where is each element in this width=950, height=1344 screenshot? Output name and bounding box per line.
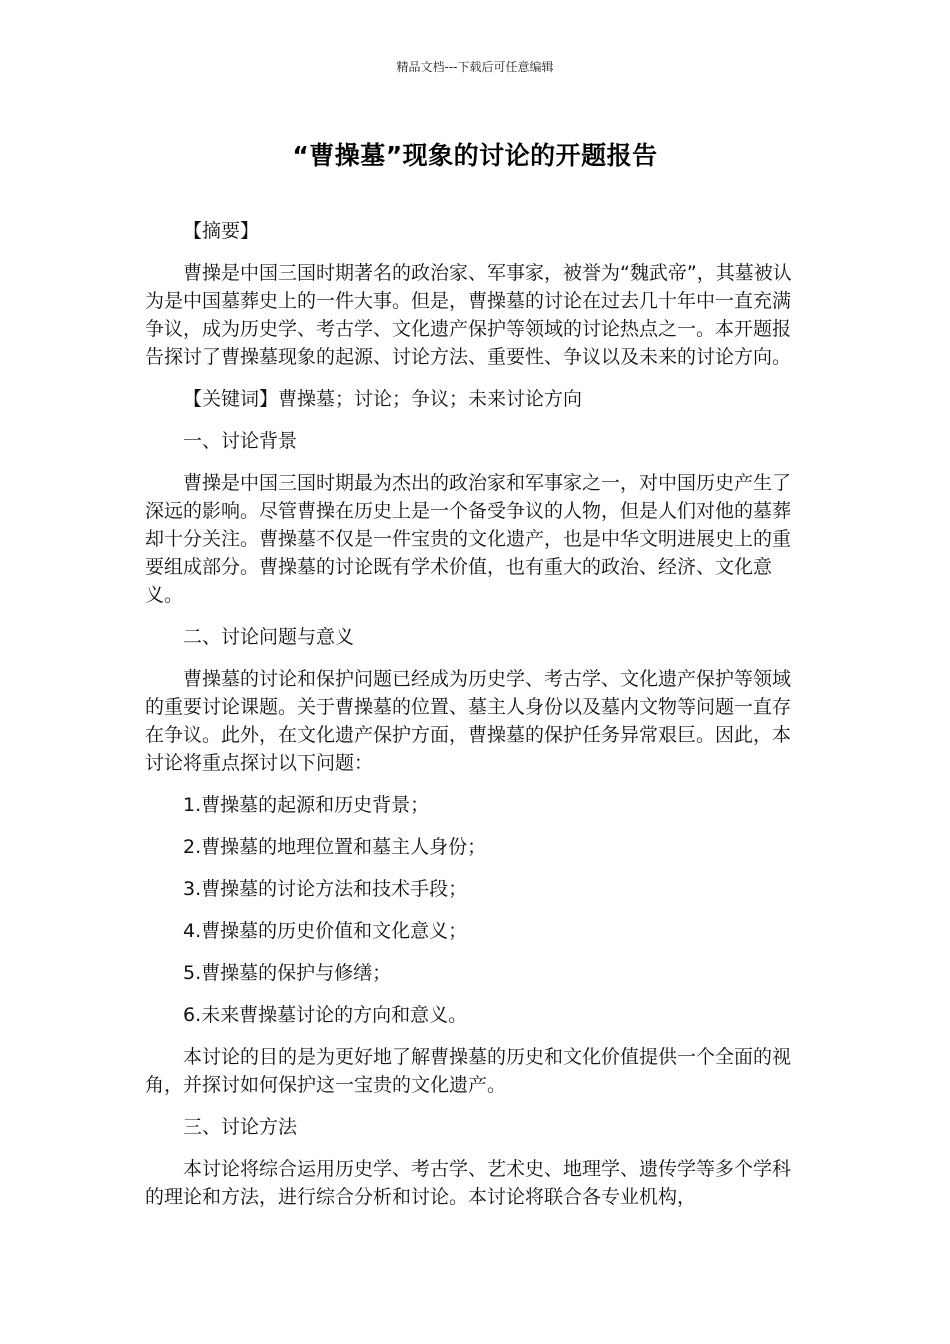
question-list-item: 6.未来曹操墓讨论的方向和意义。 (183, 1004, 468, 1026)
document-title: “曹操墓”现象的讨论的开题报告 (292, 141, 658, 170)
keywords-line: 【关键词】曹操墓；讨论；争议；未来讨论方向 (183, 388, 583, 410)
header-note: 精品文档---下载后可任意编辑 (396, 60, 554, 74)
section-heading-questions: 二、讨论问题与意义 (183, 626, 355, 648)
question-list-item: 3.曹操墓的讨论方法和技术手段； (183, 878, 468, 900)
question-list-item: 2.曹操墓的地理位置和墓主人身份； (183, 836, 487, 858)
methods-paragraph: 本讨论将综合运用历史学、考古学、艺术史、地理学、遗传学等多个学科的理论和方法，进行综合分析和讨论。本讨论将联合各专业机构， (145, 1158, 792, 1208)
section-heading-methods: 三、讨论方法 (183, 1116, 298, 1138)
question-list-item: 5.曹操墓的保护与修缮； (183, 962, 392, 984)
abstract-label: 【摘要】 (183, 220, 260, 242)
background-paragraph: 曹操是中国三国时期最为杰出的政治家和军事家之一，对中国历史产生了深远的影响。尽管曹操在历史上是一个备受争议的人物，但是人们对他的墓葬却十分关注。曹操墓不仅是一件宝贵的文化遗产，也是中华文明进展史上的重要组成部分。曹操墓的讨论既有学术价值，也有重大的政治、经济、文化意义。 (145, 472, 792, 606)
abstract-paragraph: 曹操是中国三国时期著名的政治家、军事家，被誉为“魏武帝”，其墓被认为是中国墓葬史上的一件大事。但是，曹操墓的讨论在过去几十年中一直充满争议，成为历史学、考古学、文化遗产保护等领域的讨论热点之一。本开题报告探讨了曹操墓现象的起源、讨论方法、重要性、争议以及未来的讨论方向。 (145, 262, 792, 368)
purpose-paragraph: 本讨论的目的是为更好地了解曹操墓的历史和文化价值提供一个全面的视角，并探讨如何保护这一宝贵的文化遗产。 (145, 1046, 792, 1096)
question-list-item: 4.曹操墓的历史价值和文化意义； (183, 920, 468, 942)
document-body (145, 217, 795, 1225)
question-list-item: 1.曹操墓的起源和历史背景； (183, 794, 430, 816)
questions-intro-paragraph: 曹操墓的讨论和保护问题已经成为历史学、考古学、文化遗产保护等领域的重要讨论课题。关于曹操墓的位置、墓主人身份以及墓内文物等问题一直存在争议。此外，在文化遗产保护方面，曹操墓的保护任务异常艰巨。因此，本讨论将重点探讨以下问题： (145, 668, 792, 774)
section-heading-background: 一、讨论背景 (183, 430, 298, 452)
